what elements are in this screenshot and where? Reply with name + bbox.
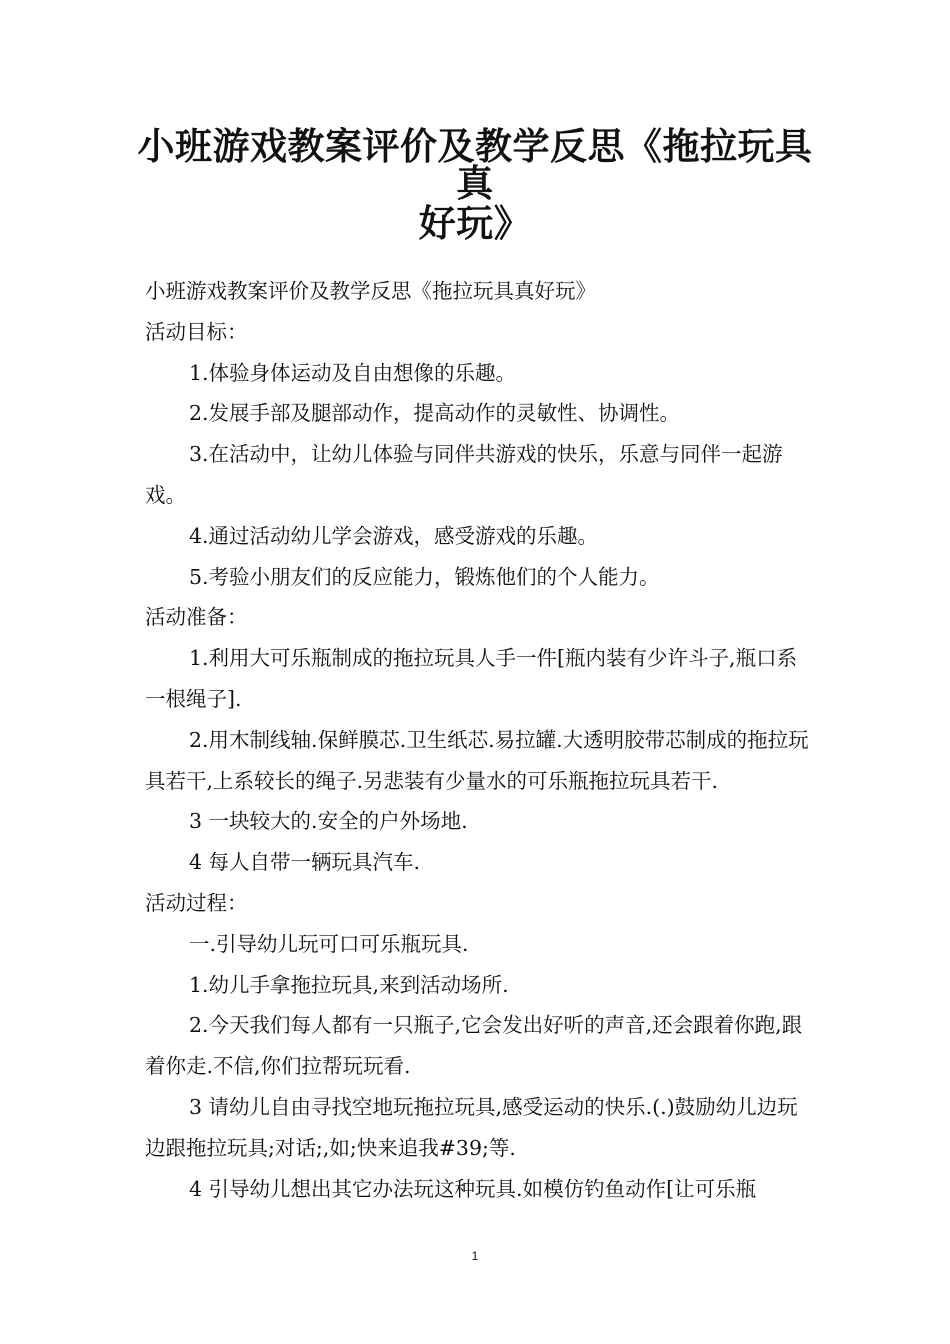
objective-item: 4.通过活动幼儿学会游戏，感受游戏的乐趣。 (189, 523, 599, 548)
section-heading-process: 活动过程： (145, 890, 248, 915)
document-title-line-1: 小班游戏教案评价及教学反思《拖拉玩具真 (137, 124, 813, 205)
process-item: 1.幼儿手拿拖拉玩具,来到活动场所. (189, 972, 509, 997)
objective-item: 1.体验身体运动及自由想像的乐趣。 (189, 360, 517, 385)
process-item: 4 引导幼儿想出其它办法玩这种玩具.如模仿钓鱼动作[让可乐瓶 (189, 1176, 757, 1201)
document-title-line-2: 好玩》 (418, 201, 532, 245)
process-step-heading: 一.引导幼儿玩可口可乐瓶玩具. (189, 931, 469, 956)
objective-item: 3.在活动中，让幼儿体验与同伴共游戏的快乐，乐意与同伴一起游戏。 (145, 442, 783, 507)
objective-item: 2.发展手部及腿部动作，提高动作的灵敏性、协调性。 (189, 401, 681, 426)
section-heading-preparation: 活动准备： (145, 605, 248, 630)
section-heading-objectives: 活动目标： (145, 319, 248, 344)
preparation-item: 1.利用大可乐瓶制成的拖拉玩具人手一件[瓶内装有少许斗子,瓶口系一根绳子]. (145, 646, 798, 711)
preparation-item: 4 每人自带一辆玩具汽车. (189, 850, 421, 875)
subtitle-paragraph: 小班游戏教案评价及教学反思《拖拉玩具真好玩》 (145, 279, 596, 303)
preparation-item: 2.用木制线轴.保鲜膜芯.卫生纸芯.易拉罐.大透明胶带芯制成的拖拉玩具若干,上系较长的绳子.另悲装有少量水的可乐瓶拖拉玩具若干. (145, 727, 809, 793)
page-number: 1 (471, 1249, 479, 1263)
process-item: 3 请幼儿自由寻找空地玩拖拉玩具,感受运动的快乐.(.)鼓励幼儿边玩边跟拖拉玩具;对话;,如;快来追我#39;等. (145, 1094, 798, 1160)
document-body (145, 271, 815, 1209)
process-item: 2.今天我们每人都有一只瓶子,它会发出好听的声音,还会跟着你跑,跟着你走.不信,你们拉帮玩玩看. (145, 1013, 803, 1079)
preparation-item: 3 一块较大的.安全的户外场地. (189, 809, 468, 834)
objective-item: 5.考验小朋友们的反应能力，锻炼他们的个人能力。 (189, 564, 660, 589)
